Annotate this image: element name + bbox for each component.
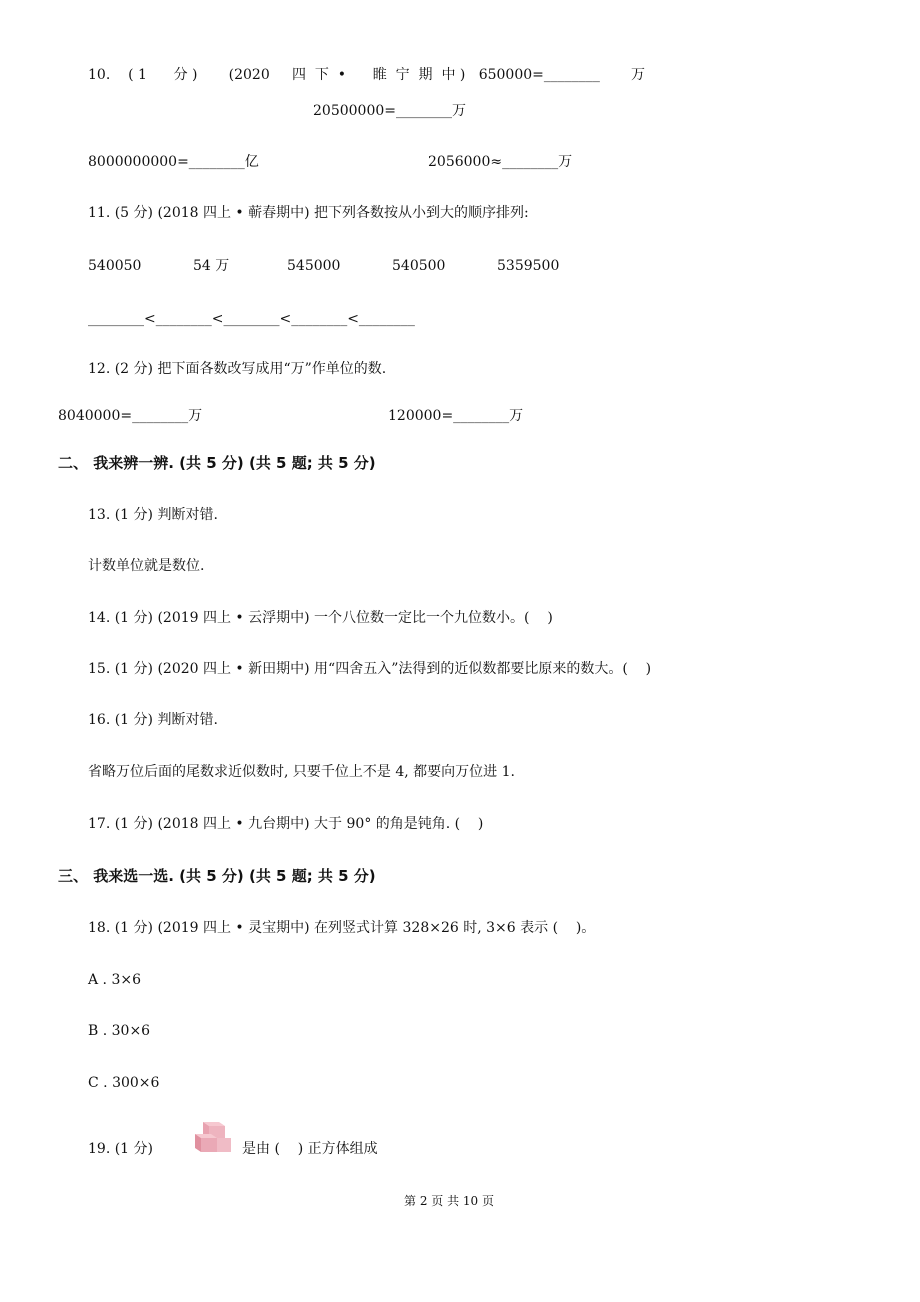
q10-line3a: 8000000000=________亿 — [88, 154, 259, 170]
q16-body: 省略万位后面的尾数求近似数时, 只要千位上不是 4, 都要向万位进 1. — [88, 764, 515, 780]
q11-number: 54 万 — [193, 258, 230, 274]
q11-blanks: ________<________<________<________<________ — [88, 311, 415, 327]
section-3-heading: 三、 我来选一选. (共 5 分) (共 5 题; 共 5 分) — [58, 867, 376, 885]
q13-body: 计数单位就是数位. — [88, 558, 205, 574]
q12-stem: 12. (2 分) 把下面各数改写成用“万”作单位的数. — [88, 361, 387, 377]
q18-stem: 18. (1 分) (2019 四上 • 灵宝期中) 在列竖式计算 328×26 时, 3×6 表示 ( )。 — [88, 920, 596, 936]
q18-option-a: A . 3×6 — [88, 972, 142, 988]
question-17: 17. (1 分) (2018 四上 • 九台期中) 大于 90° 的角是钝角. ( ) — [88, 816, 484, 832]
q18-option-c: C . 300×6 — [88, 1075, 160, 1091]
q12-item-a: 8040000=________万 — [58, 408, 203, 424]
q19-number: 19. (1 分) — [88, 1141, 153, 1157]
q10-line3b: 2056000≈________万 — [428, 154, 573, 170]
question-15: 15. (1 分) (2020 四上 • 新田期中) 用“四舍五入”法得到的近似数都要比原来的数大。( ) — [88, 661, 652, 677]
q19-text: 是由 ( ) 正方体组成 — [242, 1141, 378, 1157]
section-2-heading: 二、 我来辨一辨. (共 5 分) (共 5 题; 共 5 分) — [58, 454, 376, 472]
q12-item-b: 120000=________万 — [388, 408, 524, 424]
q11-stem: 11. (5 分) (2018 四上 • 蕲春期中) 把下列各数按从小到大的顺序排列: — [88, 205, 529, 221]
q11-number: 5359500 — [497, 258, 560, 274]
q10-line2: 20500000=________万 — [313, 103, 466, 119]
cube-stack-icon — [191, 1120, 233, 1156]
page-footer: 第 2 页 共 10 页 — [404, 1194, 494, 1208]
question-14: 14. (1 分) (2019 四上 • 云浮期中) 一个八位数一定比一个九位数小。( ) — [88, 610, 553, 626]
q11-number: 540500 — [392, 258, 446, 274]
q11-number: 540050 — [88, 258, 142, 274]
q13-stem: 13. (1 分) 判断对错. — [88, 507, 218, 523]
q11-number: 545000 — [287, 258, 341, 274]
q16-stem: 16. (1 分) 判断对错. — [88, 712, 218, 728]
q10-line1: 10. ( 1 分 ) (2020 四 下 • 睢 宁 期 中 ) 650000=________ 万 — [88, 67, 646, 83]
q18-option-b: B . 30×6 — [88, 1023, 151, 1039]
